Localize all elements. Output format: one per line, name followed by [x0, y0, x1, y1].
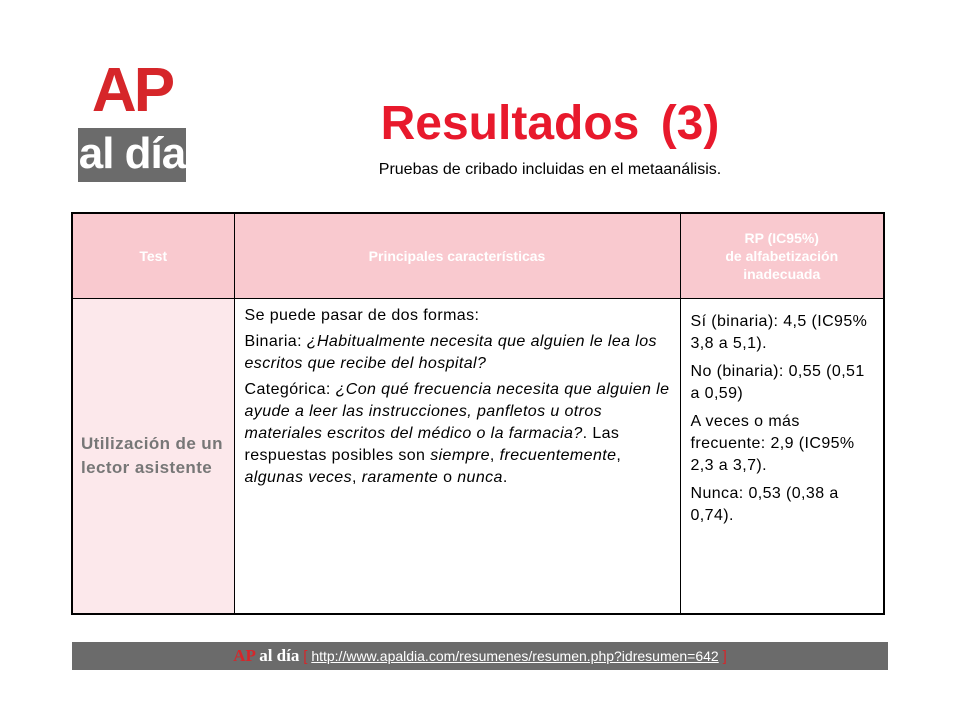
option-never: nunca	[457, 469, 503, 486]
responses-text: . Las respuestas posibles son	[244, 425, 620, 464]
header-features: Principales características	[234, 213, 680, 299]
header-rp-line3: inadecuada	[743, 266, 821, 282]
option-rarely: raramente	[361, 469, 439, 486]
cell-test-name: Utilización de un lector asistente	[72, 299, 234, 615]
features-binary	[245, 331, 670, 375]
table-header-row	[72, 213, 884, 299]
footer-bar	[72, 642, 888, 670]
rp-sometimes: A veces o más frecuente: 2,9 (IC95% 2,3 a 3,7).	[690, 413, 855, 474]
end-period: .	[502, 469, 508, 486]
footer-link[interactable]: http://www.apaldia.com/resumenes/resumen.php?idresumen=642	[311, 648, 719, 664]
header-rp	[680, 213, 884, 299]
binary-question: ¿Habitualmente necesita que alguien le lea los escritos que recibe del hospital?	[244, 333, 657, 372]
separator: ,	[616, 447, 622, 464]
footer-brand-ap: AP	[233, 646, 255, 665]
footer-bracket-close: ]	[722, 648, 727, 665]
option-frequently: frecuentemente	[499, 447, 617, 464]
logo-aldia-box	[78, 128, 186, 182]
page-subtitle: Pruebas de cribado incluidas en el metaanálisis.	[378, 161, 722, 178]
footer-brand	[233, 646, 299, 665]
option-always: siempre	[430, 447, 490, 464]
features-intro: Se puede pasar de dos formas:	[244, 307, 480, 324]
binary-label: Binaria:	[244, 333, 307, 350]
cell-rp	[680, 299, 884, 615]
apaldia-logo	[76, 56, 188, 184]
separator: ,	[489, 447, 500, 464]
logo-aldia-text: al día	[78, 129, 186, 178]
page-title: Resultados (3)	[380, 97, 720, 150]
header-test: Test	[72, 213, 234, 299]
table-row	[72, 299, 884, 615]
separator: o	[438, 469, 458, 486]
header-rp-line2: de alfabetización	[725, 248, 839, 264]
footer-brand-aldia: al día	[259, 646, 300, 665]
categorical-label: Categórica:	[244, 381, 336, 398]
rp-no: No (binaria): 0,55 (0,51 a 0,59)	[690, 363, 865, 402]
footer-bracket-open: [	[303, 648, 308, 665]
results-table	[71, 212, 885, 615]
categorical-question: ¿Con qué frecuencia necesita que alguien le ayude a leer las instrucciones, panfletos u otros materiales escritos del médico o la farmacia?	[244, 381, 670, 442]
separator: ,	[352, 469, 362, 486]
cell-features	[234, 299, 680, 615]
option-sometimes: algunas veces	[244, 469, 352, 486]
logo-ap-text: AP	[91, 56, 173, 125]
header-rp-line1: RP (IC95%)	[744, 230, 819, 246]
features-categorical	[245, 379, 670, 489]
rp-never: Nunca: 0,53 (0,38 a 0,74).	[690, 485, 839, 524]
rp-yes: Sí (binaria): 4,5 (IC95% 3,8 a 5,1).	[690, 313, 868, 352]
